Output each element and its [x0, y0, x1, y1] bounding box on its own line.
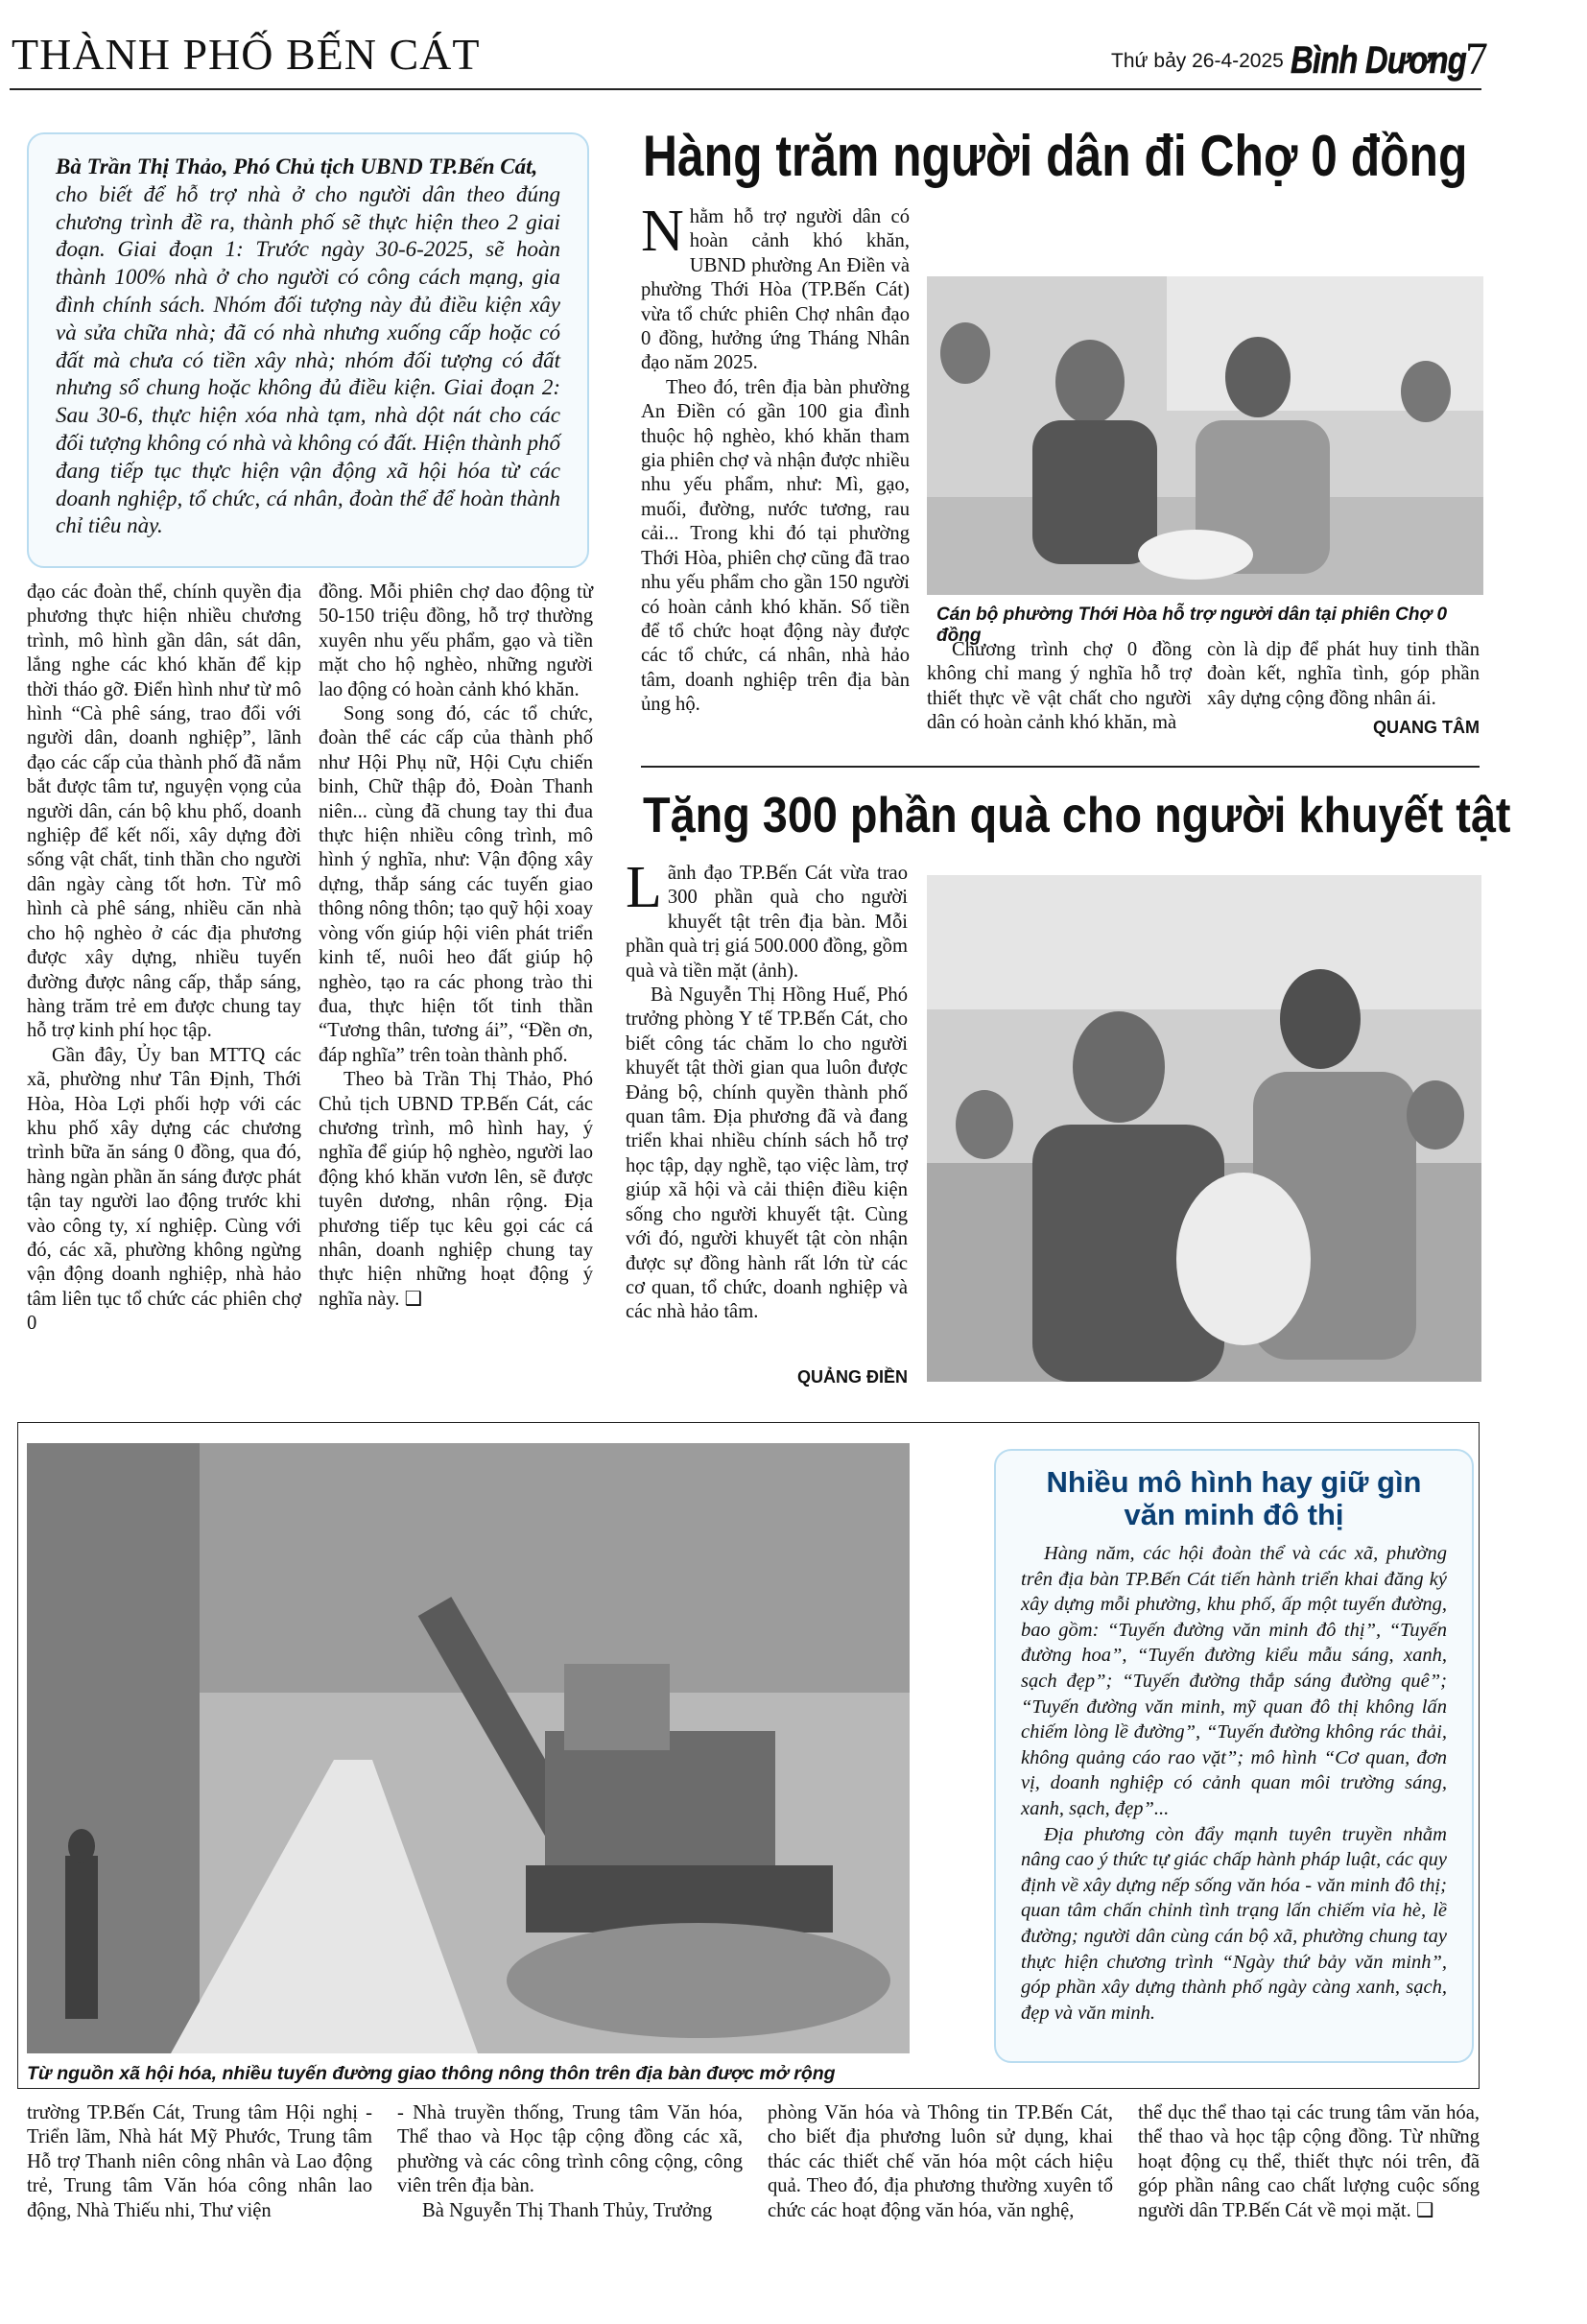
quote-box-text [56, 154, 560, 540]
paragraph: Gần đây, Ủy ban MTTQ các xã, phường như Tân Định, Thới Hòa, Hòa Lợi phối hợp với các khu phố xây dựng các chương trình bữa ăn sáng 0 đồng, qua đó, hàng ngàn phần ăn sáng được phát tận tay người lao động trước khi vào công ty, xí nghiệp. Cùng với đó, các xã, phường không ngừng vận động doanh nghiệp, nhà hảo tâm liên tục tổ chức các phiên chợ 0 [27, 1044, 301, 1335]
bottom-col3 [768, 2101, 1113, 2223]
paragraph: còn là dịp để phát huy tinh thần đoàn kết, nghĩa tình, góp phần xây dựng cộng đồng nhân ái. [1207, 639, 1480, 709]
quote-box [27, 132, 589, 568]
cho-article-col1 [641, 199, 910, 718]
paragraph: Bà Nguyễn Thị Hồng Huế, Phó trưởng phòng Y tế TP.Bến Cát, cho biết công tác chăm lo cho người khuyết tật thời gian qua luôn được Đảng bộ, chính quyền thành phố quan tâm. Địa phương đã và đang triển khai nhiều chính sách hỗ trợ học tập, dạy nghề, tạo việc làm, trợ giúp xã hội và cải thiện điều kiện sống cho người khuyết tật. Cùng với đó, người khuyết tật còn nhận được sự đồng hành rất lớn từ các cơ quan, tổ chức, doanh nghiệp và các nhà hảo tâm. [626, 984, 908, 1323]
paragraph: - Nhà truyền thống, Trung tâm Văn hóa, Thể thao và Học tập cộng đồng các xã, phường và các công trình công cộng, công viên trên địa bàn. [397, 2102, 743, 2197]
paragraph: đồng. Mỗi phiên chợ dao động từ 50-150 triệu đồng, hỗ trợ thường xuyên nhu yếu phẩm, gạo và tiền mặt cho hộ nghèo, những người lao động có hoàn cảnh khó khăn. [319, 581, 593, 700]
paragraph: Theo đó, trên địa bàn phường An Điền có gần 100 gia đình thuộc hộ nghèo, khó khăn tham gia phiên chợ và nhận được nhiều nhu yếu phẩm, như: Mì, gạo, muối, đường, nước tương, rau cải... Trong khi đó tại phường Thới Hòa, phiên chợ cũng đã trao nhu yếu phẩm cho gần 150 người có hoàn cảnh khó khăn. Số tiền để tổ chức hoạt động này được các tổ chức, cá nhân, nhà hảo tâm, doanh nghiệp trên địa bàn ủng hộ. [641, 376, 910, 716]
drop-cap: L [626, 855, 662, 920]
photo-cho-0-dong [927, 276, 1483, 595]
paragraph: Theo bà Trần Thị Thảo, Phó Chủ tịch UBND TP.Bến Cát, các chương trình, mô hình hay, ý nghĩa để giúp hộ nghèo, người lao động khó khăn vươn lên, sẽ được tuyên dương, nhân rộng. Địa phương tiếp tục kêu gọi các cá nhân, doanh nghiệp chung tay thực hiện những hoạt động ý nghĩa này. ❑ [319, 1069, 593, 1310]
cho-article-col3 [1207, 638, 1480, 711]
drop-cap: N [641, 199, 684, 264]
side-box-title: Nhiều mô hình hay giữ gìn văn minh đô thị [1046, 1465, 1422, 1531]
paragraph: Song song đó, các tổ chức, đoàn thể các cấp của thành phố như Hội Phụ nữ, Hội Cựu chiến binh, Chữ thập đỏ, Đoàn Thanh niên... cùng đã chung tay thi đua thực hiện nhiều công trình, mô hình ý nghĩa, như: Vận động xây dựng, thắp sáng các tuyến giao thông nông thôn; tạo quỹ hội xoay vòng vốn giúp hội viên phát triển kinh tế, nuôi heo đất giúp hộ nghèo, tạo ra các phong trào thi đua, thực hiện tốt tinh thần “Tương thân, tương ái”, “Đền ơn, đáp nghĩa” trên toàn thành phố. [319, 703, 593, 1066]
newspaper-logo [1291, 37, 1466, 90]
photo-art [927, 875, 1481, 1382]
photo-art [27, 1443, 910, 2053]
quote-box-body: cho biết để hỗ trợ nhà ở cho người dân theo đúng chương trình đề ra, thành phố sẽ thực hiện theo 2 giai đoạn. Giai đoạn 1: Trước ngày 30-6-2025, sẽ hoàn thành 100% nhà ở cho người có công cách mạng, gia đình chính sách. Nhóm đối tượng này đủ điều kiện xây và sửa chữa nhà; đã có nhà nhưng xuống cấp hoặc có đất mà chưa có tiền xây nhà; nhóm đối tượng có đất nhưng sổ chung hoặc không đủ điều kiện. Giai đoạn 2: Sau 30-6, thực hiện xóa nhà tạm, nhà dột nát cho các đối tượng không có nhà và không có đất. Hiện thành phố đang tiếp tục thực hiện vận động xã hội hóa từ các doanh nghiệp, tổ chức, cá nhân, đoàn thể để hoàn thành chỉ tiêu này. [56, 181, 560, 538]
paragraph: Hàng năm, các hội đoàn thể và các xã, phường trên địa bàn TP.Bến Cát tiến hành triển khai đăng ký xây dựng mỗi phường, khu phố, ấp một tuyến đường, bao gồm: “Tuyến đường văn minh đô thị”, “Tuyến đường hoa”, “Tuyến đường kiểu mẫu sáng, xanh, sạch đẹp”; “Tuyến đường thắp sáng đường quê”; “Tuyến đường văn minh, mỹ quan đô thị không lấn chiếm lòng lề đường”, “Tuyến đường không rác thải, không quảng cáo rao vặt”; mô hình “Cơ quan, đơn vị, doanh nghiệp có cảnh quan môi trường sáng, xanh, sạch, đẹp”... [1021, 1543, 1447, 1819]
paragraph: phòng Văn hóa và Thông tin TP.Bến Cát, cho biết địa phương luôn sử dụng, khai thác các thiết chế văn hóa một cách hiệu quả. Theo đó, địa phương thường xuyên tổ chức các hoạt động văn hóa, văn nghệ, [768, 2102, 1113, 2221]
newspaper-logo-art [1291, 37, 1466, 82]
paragraph: Nhằm hỗ trợ người dân có hoàn cảnh khó khăn, UBND phường An Điền và phường Thới Hòa (TP.Bến Cát) vừa tổ chức phiên Chợ nhân đạo 0 đồng, hưởng ứng Tháng Nhân đạo năm 2025. [641, 199, 910, 374]
bottom-col1 [27, 2101, 372, 2223]
photo-road-widening [27, 1443, 910, 2053]
caption-road-widening: Từ nguồn xã hội hóa, nhiều tuyến đường giao thông nông thôn trên địa bàn được mở rộng [27, 2063, 836, 2084]
paragraph: Lãnh đạo TP.Bến Cát vừa trao 300 phần quà cho người khuyết tật trên địa bàn. Mỗi phần quà trị giá 500.000 đồng, gồm quà và tiền mặt (ảnh). [626, 855, 908, 982]
left-article-col2 [319, 581, 593, 1312]
section-title: THÀNH PHỐ BẾN CÁT [12, 30, 481, 79]
paragraph: trường TP.Bến Cát, Trung tâm Hội nghị - Triển lãm, Nhà hát Mỹ Phước, Trung tâm Hỗ trợ Thanh niên công nhân và Lao động trẻ, Trung tâm Văn hóa công nhân lao động, Nhà Thiếu nhi, Thư viện [27, 2102, 372, 2221]
side-box [994, 1449, 1474, 2063]
paragraph: Chương trình chợ 0 đồng không chỉ mang ý nghĩa hỗ trợ thiết thực về vật chất cho người dân có hoàn cảnh khó khăn, mà [927, 639, 1192, 734]
byline-quang-dien: QUẢNG ĐIỀN [796, 1367, 908, 1387]
qua-article-col [626, 855, 908, 1325]
issue-date: Thứ bảy 26-4-2025 [1111, 50, 1284, 72]
header-rule [10, 88, 1481, 90]
left-article-col1 [27, 581, 301, 1337]
byline-quang-tam: QUANG TÂM [1373, 718, 1480, 737]
paragraph: Bà Nguyễn Thị Thanh Thủy, Trưởng [422, 2199, 713, 2221]
photo-art [927, 276, 1483, 595]
bottom-col4 [1138, 2101, 1480, 2223]
headline-cho-0-dong: Hàng trăm người dân đi Chợ 0 đồng [643, 124, 1468, 188]
paragraph: thể dục thể thao tại các trung tâm văn hóa, thể thao và học tập cộng đồng. Từ những hoạt động cụ thể, thiết thực nói trên, đã góp phần nâng cao chất lượng cuộc sống người dân TP.Bến Cát về mọi mặt. ❑ [1138, 2102, 1480, 2221]
cho-article-col2 [927, 638, 1192, 736]
headline-300-phan-qua: Tặng 300 phần quà cho người khuyết tật [643, 788, 1511, 843]
photo-300-phan-qua [927, 875, 1481, 1382]
page-number: 7 [1465, 34, 1488, 84]
svg-text:Bình Dương: Bình Dương [1291, 37, 1466, 82]
paragraph: Địa phương còn đẩy mạnh tuyên truyền nhằm nâng cao ý thức tự giác chấp hành pháp luật, các quy định về xây dựng nếp sống văn hóa - văn minh đô thị; quan tâm chấn chỉnh tình trạng lấn chiếm vỉa hè, lề đường; người dân cùng cán bộ xã, phường chung tay thực hiện chương trình “Ngày thứ bảy văn minh”, góp phần xây dựng thành phố ngày càng xanh, sạch, đẹp và văn minh. [1021, 1823, 1447, 2024]
paragraph: đạo các đoàn thể, chính quyền địa phương thực hiện nhiều chương trình, mô hình gần dân, sát dân, lắng nghe các khó khăn để kịp thời tháo gỡ. Điển hình như từ mô hình “Cà phê sáng, trao đổi với người dân, doanh nghiệp”, lãnh đạo các cấp của thành phố đã nắm bắt được tâm tư, nguyện vọng của người dân, cán bộ khu phố, doanh nghiệp để kết nối, xây dựng đời sống vật chất, tinh thần cho người dân ngày càng tốt hơn. Từ mô hình cà phê sáng, nhiều căn nhà cho hộ nghèo ở các địa phương được xây dựng, nhiều tuyến đường được nâng cấp, thắp sáng, hàng trăm trẻ em được chung tay hỗ trợ kinh phí học tập. [27, 581, 301, 1042]
bottom-col2 [397, 2101, 743, 2223]
article-divider [641, 766, 1480, 768]
caption-cho-0-dong: Cán bộ phường Thới Hòa hỗ trợ người dân tại phiên Chợ 0 đồng [936, 605, 1448, 646]
quote-box-lead: Bà Trần Thị Thảo, Phó Chủ tịch UBND TP.Bến Cát, [56, 154, 538, 178]
